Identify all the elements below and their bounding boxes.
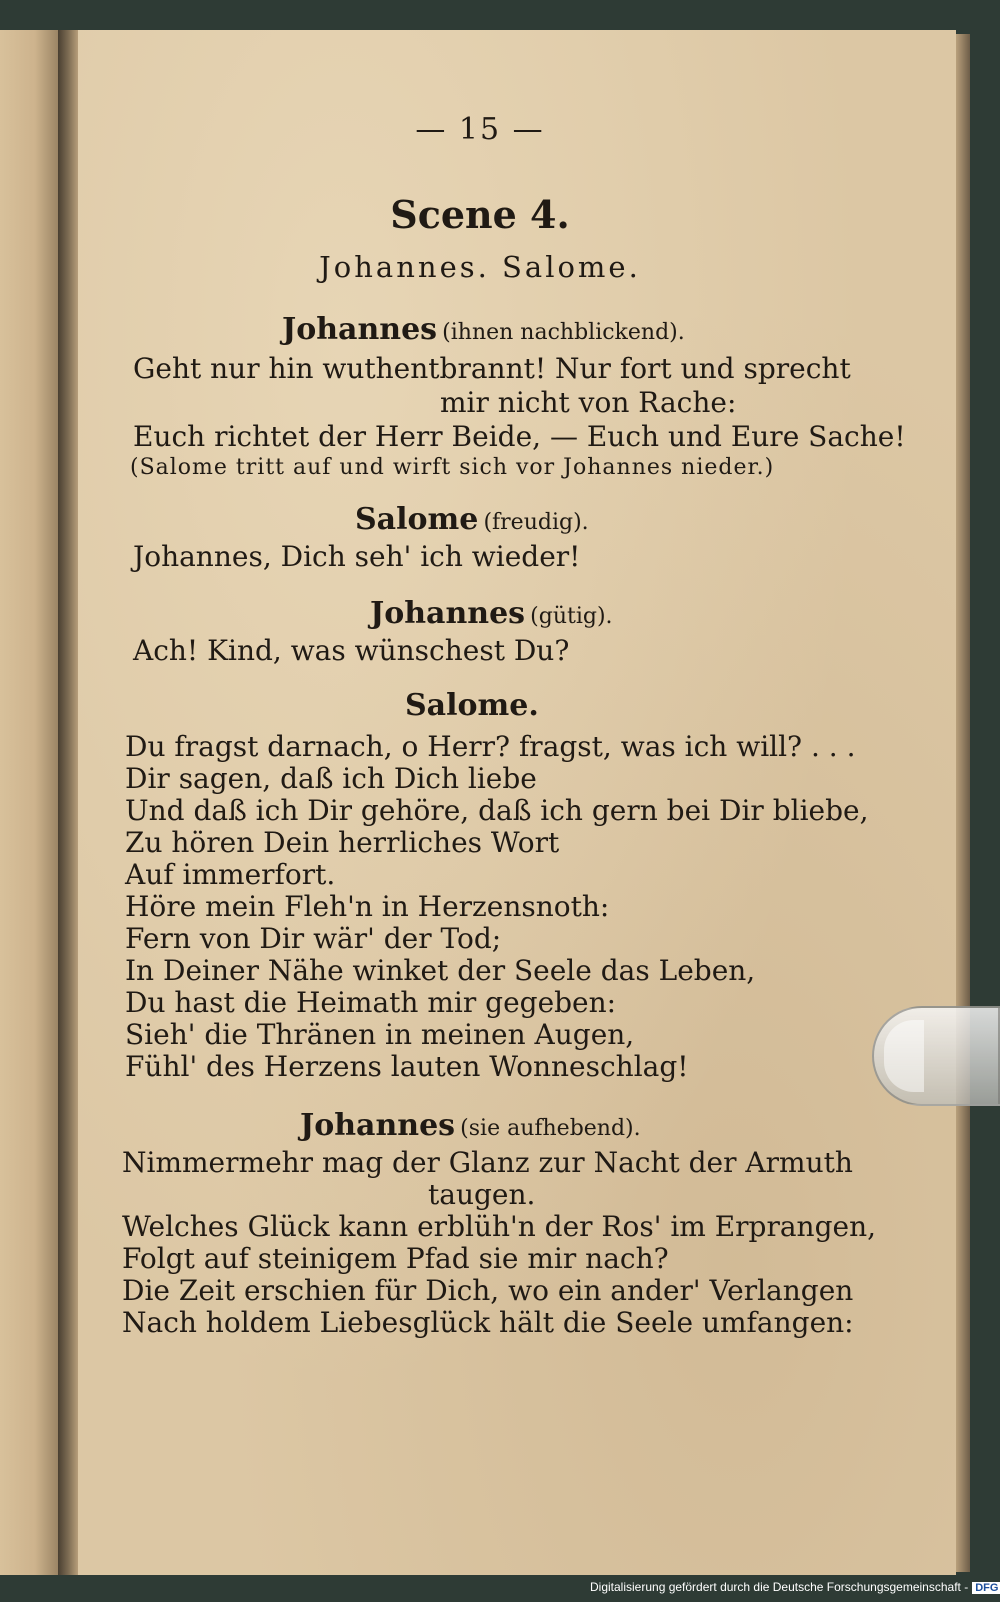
dfg-logo: DFG bbox=[972, 1582, 1000, 1594]
verse-line: Sieh' die Thränen in meinen Augen, bbox=[125, 1018, 635, 1051]
verse-line: Du fragst darnach, o Herr? fragst, was ich will? . . . bbox=[125, 730, 856, 763]
page-number: — 15 — bbox=[415, 112, 545, 147]
speaker-direction: (freudig). bbox=[483, 510, 589, 535]
speaker-name: Salome bbox=[355, 502, 479, 537]
speaker-heading bbox=[355, 502, 589, 537]
verse-line: Höre mein Fleh'n in Herzensnoth: bbox=[125, 890, 610, 923]
verse-line: Welches Glück kann erblüh'n der Ros' im Erprangen, bbox=[122, 1210, 877, 1243]
verse-line: mir nicht von Rache: bbox=[440, 386, 737, 419]
verse-line: Johannes, Dich seh' ich wieder! bbox=[133, 540, 581, 573]
verse-line: Nimmermehr mag der Glanz zur Nacht der Armuth bbox=[122, 1146, 853, 1179]
verse-line: Dir sagen, daß ich Dich liebe bbox=[125, 762, 537, 795]
digitization-footer bbox=[590, 1580, 999, 1598]
verse-line: Auf immerfort. bbox=[125, 858, 336, 891]
scene-title: Scene 4. bbox=[390, 192, 570, 237]
verse-line: Du hast die Heimath mir gegeben: bbox=[125, 986, 617, 1019]
speaker-heading bbox=[300, 1108, 641, 1143]
speaker-direction: (ihnen nachblickend). bbox=[442, 320, 685, 345]
verse-line: Fern von Dir wär' der Tod; bbox=[125, 922, 502, 955]
stage-direction: (Salome tritt auf und wirft sich vor Johannes nieder.) bbox=[130, 455, 775, 480]
verse-line: Euch richtet der Herr Beide, — Euch und Eure Sache! bbox=[133, 420, 906, 453]
cast-list: Johannes. Salome. bbox=[319, 250, 641, 284]
speaker-name: Johannes bbox=[282, 312, 438, 347]
verse-line: Nach holdem Liebesglück hält die Seele umfangen: bbox=[122, 1306, 854, 1339]
verse-line: taugen. bbox=[428, 1178, 536, 1211]
page-clip-highlight bbox=[884, 1020, 924, 1092]
verse-line: Ach! Kind, was wünschest Du? bbox=[133, 634, 570, 667]
speaker-heading bbox=[370, 596, 613, 631]
verse-line: Und daß ich Dir gehöre, daß ich gern bei Dir bliebe, bbox=[125, 794, 869, 827]
verse-line: Folgt auf steinigem Pfad sie mir nach? bbox=[122, 1242, 669, 1275]
speaker-name: Johannes bbox=[370, 596, 526, 631]
speaker-name: Johannes bbox=[300, 1108, 456, 1143]
book-gutter bbox=[58, 30, 80, 1575]
verse-line: Fühl' des Herzens lauten Wonneschlag! bbox=[125, 1050, 689, 1083]
verse-line: Zu hören Dein herrliches Wort bbox=[125, 826, 560, 859]
verse-line: Geht nur hin wuthentbrannt! Nur fort und sprecht bbox=[133, 352, 851, 385]
speaker-name: Salome. bbox=[405, 688, 539, 723]
left-page-edge bbox=[0, 30, 58, 1575]
verse-line: Die Zeit erschien für Dich, wo ein ander' Verlangen bbox=[122, 1274, 854, 1307]
speaker-direction: (sie aufhebend). bbox=[460, 1116, 641, 1141]
page-right-edge bbox=[956, 34, 970, 1572]
speaker-direction: (gütig). bbox=[530, 604, 613, 629]
verse-line: In Deiner Nähe winket der Seele das Leben, bbox=[125, 954, 756, 987]
footer-text: Digitalisierung gefördert durch die Deutsche Forschungsgemeinschaft - bbox=[590, 1580, 969, 1594]
speaker-heading bbox=[405, 688, 539, 723]
speaker-heading bbox=[282, 312, 685, 347]
